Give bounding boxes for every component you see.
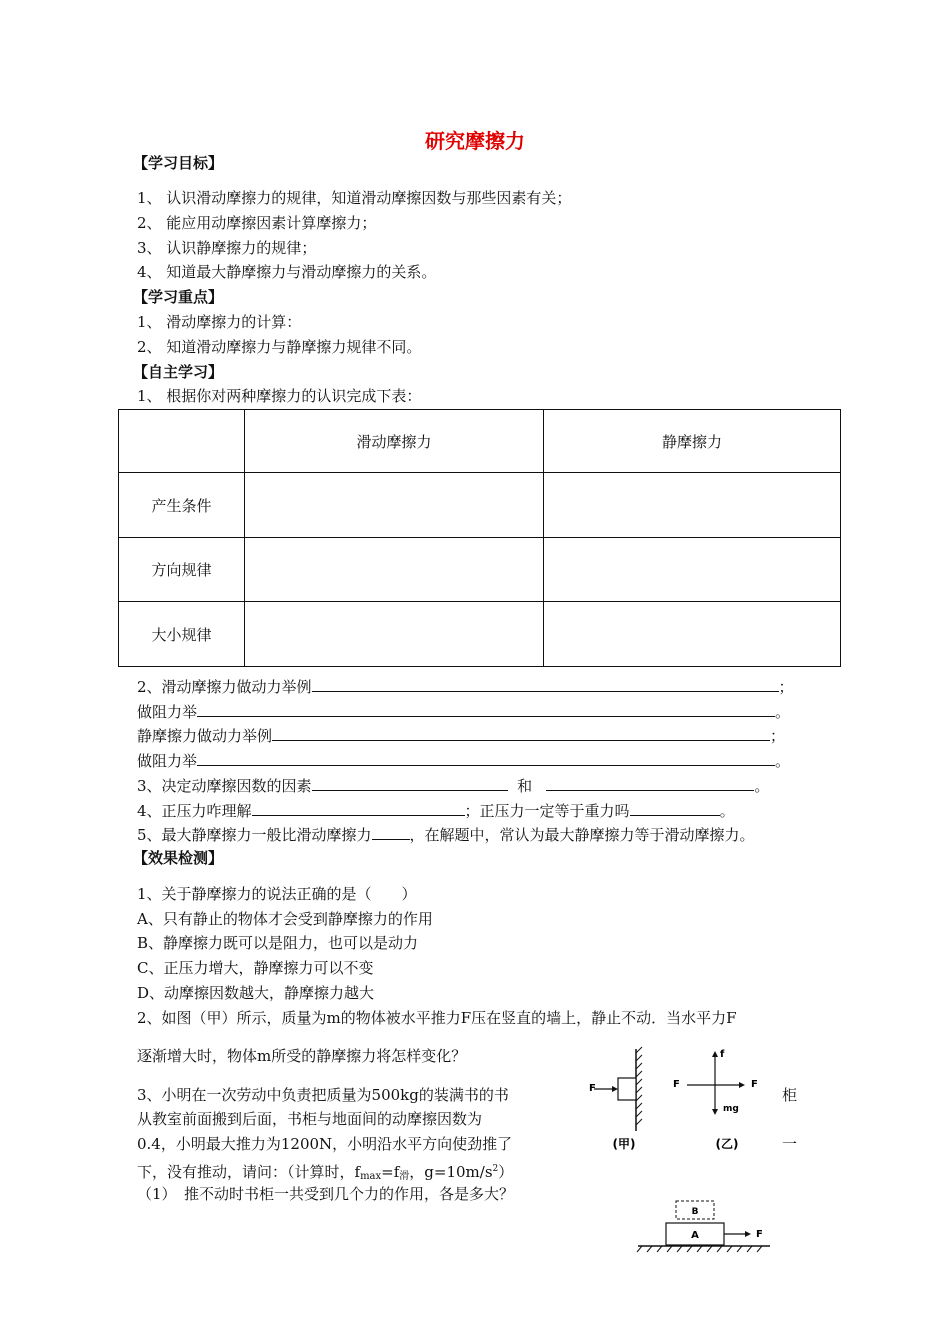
self-study-heading: 【自主学习】 <box>133 363 224 381</box>
friction-label: f <box>720 1049 725 1060</box>
question-4 <box>137 799 735 821</box>
table-answer-cell[interactable] <box>544 538 841 602</box>
arrow-head <box>745 1231 751 1237</box>
goals-heading: 【学习目标】 <box>133 154 224 172</box>
table-answer-cell[interactable] <box>544 602 841 667</box>
table-row <box>119 538 841 602</box>
check-question-3-line3: 0.4，小明最大推力为1200N，小明沿水平方向使劲推了 <box>137 1135 513 1153</box>
question-text: 做阻力举 <box>137 703 198 721</box>
question-text: ；正压力一定等于重力吗 <box>464 802 630 820</box>
subscript: max <box>360 1171 382 1182</box>
check-question-3-line3-tail: 一 <box>782 1135 798 1153</box>
question-2b <box>137 700 790 722</box>
key-points-heading: 【学习重点】 <box>133 288 224 306</box>
answer-blank[interactable] <box>272 724 770 741</box>
page-title: 研究摩擦力 <box>425 129 525 153</box>
force-label: F <box>589 1083 596 1094</box>
left-force-label: F <box>673 1079 680 1090</box>
ground-hatching <box>637 1246 762 1252</box>
table-header-row <box>119 410 841 473</box>
option-b: B、静摩擦力既可以是阻力，也可以是动力 <box>137 934 419 952</box>
gravity-label: mg <box>723 1104 739 1114</box>
question-5 <box>137 823 755 845</box>
check-question-1: 1、关于静摩擦力的说法正确的是（ ） <box>137 885 417 903</box>
option-a: A、只有静止的物体才会受到静摩擦力的作用 <box>137 910 433 928</box>
answer-blank[interactable] <box>630 799 720 816</box>
goal-item: 4、 知道最大静摩擦力与滑动摩擦力的关系。 <box>137 263 437 281</box>
question-text: 5、最大静摩擦力一般比滑动摩擦力 <box>137 826 372 844</box>
question-text: ，在解题中，常认为最大静摩擦力等于滑动摩擦力。 <box>409 826 755 844</box>
answer-blank[interactable] <box>372 823 410 840</box>
check-question-3-line1: 3、小明在一次劳动中负责把质量为500kg的装满书的书 <box>137 1086 509 1104</box>
table-row-label: 方向规律 <box>119 538 245 602</box>
block-m <box>618 1078 636 1100</box>
question-text: 静摩擦力做动力举例 <box>137 727 273 745</box>
wall-hatching <box>636 1047 642 1125</box>
table-header-cell: 静摩擦力 <box>544 410 841 473</box>
question-2d <box>137 749 790 771</box>
arrow-head <box>612 1086 618 1092</box>
question-text: ，g=10m/s <box>409 1163 493 1181</box>
check-question-3-sub1: （1） 推不动时书柜一共受到几个力的作用，各是多大？ <box>137 1185 515 1203</box>
figure-caption: (甲) <box>612 1137 636 1151</box>
figure-jia <box>580 1045 650 1155</box>
goal-item: 2、 能应用动摩擦因素计算摩擦力； <box>137 214 377 232</box>
superscript: 2 <box>492 1164 499 1174</box>
check-question-3-line1-tail: 柜 <box>782 1086 798 1104</box>
question-text: 和 <box>517 777 533 795</box>
punctuation: 。 <box>775 752 791 770</box>
goal-item: 3、 认识静摩擦力的规律； <box>137 239 317 257</box>
block-b-label: B <box>691 1207 699 1217</box>
answer-blank[interactable] <box>546 774 754 791</box>
check-heading: 【效果检测】 <box>133 849 224 867</box>
answer-blank[interactable] <box>312 774 508 791</box>
question-text: 下，没有推动，请问：（计算时，f <box>137 1163 361 1181</box>
self-study-intro: 1、 根据你对两种摩擦力的认识完成下表： <box>137 387 422 405</box>
check-question-2-line2: 逐渐增大时，物体m所受的静摩擦力将怎样变化？ <box>137 1047 467 1065</box>
table-row-label: 大小规律 <box>119 602 245 667</box>
comparison-table <box>118 409 841 667</box>
question-text: 4、正压力咋理解 <box>137 802 252 820</box>
block-a-label: A <box>691 1230 699 1241</box>
table-answer-cell[interactable] <box>245 602 544 667</box>
table-answer-cell[interactable] <box>245 538 544 602</box>
right-force-label: F <box>751 1079 758 1090</box>
figure-caption: (乙) <box>715 1137 739 1151</box>
check-question-3-line4 <box>137 1159 513 1187</box>
question-2c <box>137 724 785 746</box>
goal-item: 1、 认识滑动摩擦力的规律，知道滑动摩擦因数与那些因素有关； <box>137 189 572 207</box>
option-c: C、正压力增大，静摩擦力可以不变 <box>137 959 374 977</box>
question-3 <box>137 774 769 796</box>
answer-blank[interactable] <box>197 749 775 766</box>
arrow-head-up <box>712 1051 718 1057</box>
answer-blank[interactable] <box>252 799 465 816</box>
subscript: 滑 <box>399 1171 410 1182</box>
punctuation: 。 <box>775 703 791 721</box>
arrow-head-right <box>739 1082 745 1088</box>
question-text: 做阻力举 <box>137 752 198 770</box>
figure-blocks <box>630 1195 780 1260</box>
key-point-item: 2、 知道滑动摩擦力与静摩擦力规律不同。 <box>137 338 422 356</box>
question-text: 3、决定动摩擦因数的因素 <box>137 777 312 795</box>
punctuation: 。 <box>754 777 770 795</box>
figure-yi <box>665 1045 765 1155</box>
check-question-3-line2: 从教室前面搬到后面，书柜与地面间的动摩擦因数为 <box>137 1110 483 1128</box>
arrow-head-down <box>712 1109 718 1115</box>
table-row <box>119 602 841 667</box>
question-text: ） <box>498 1163 514 1181</box>
punctuation: 。 <box>719 802 735 820</box>
table-header-cell: 滑动摩擦力 <box>245 410 544 473</box>
push-force-label: F <box>756 1229 763 1240</box>
punctuation: ； <box>778 678 794 696</box>
key-point-item: 1、 滑动摩擦力的计算： <box>137 313 302 331</box>
table-answer-cell[interactable] <box>245 473 544 538</box>
table-row-label: 产生条件 <box>119 473 245 538</box>
table-row <box>119 473 841 538</box>
table-answer-cell[interactable] <box>544 473 841 538</box>
answer-blank[interactable] <box>197 700 775 717</box>
question-text: 2、滑动摩擦力做动力举例 <box>137 678 312 696</box>
option-d: D、动摩擦因数越大，静摩擦力越大 <box>137 984 375 1002</box>
table-header-cell <box>119 410 245 473</box>
check-question-2-line1: 2、如图（甲）所示，质量为m的物体被水平推力F压在竖直的墙上，静止不动．当水平力F <box>137 1009 737 1027</box>
question-2a <box>137 675 794 697</box>
punctuation: ； <box>770 727 786 745</box>
answer-blank[interactable] <box>312 675 779 692</box>
question-text: =f <box>381 1163 400 1181</box>
